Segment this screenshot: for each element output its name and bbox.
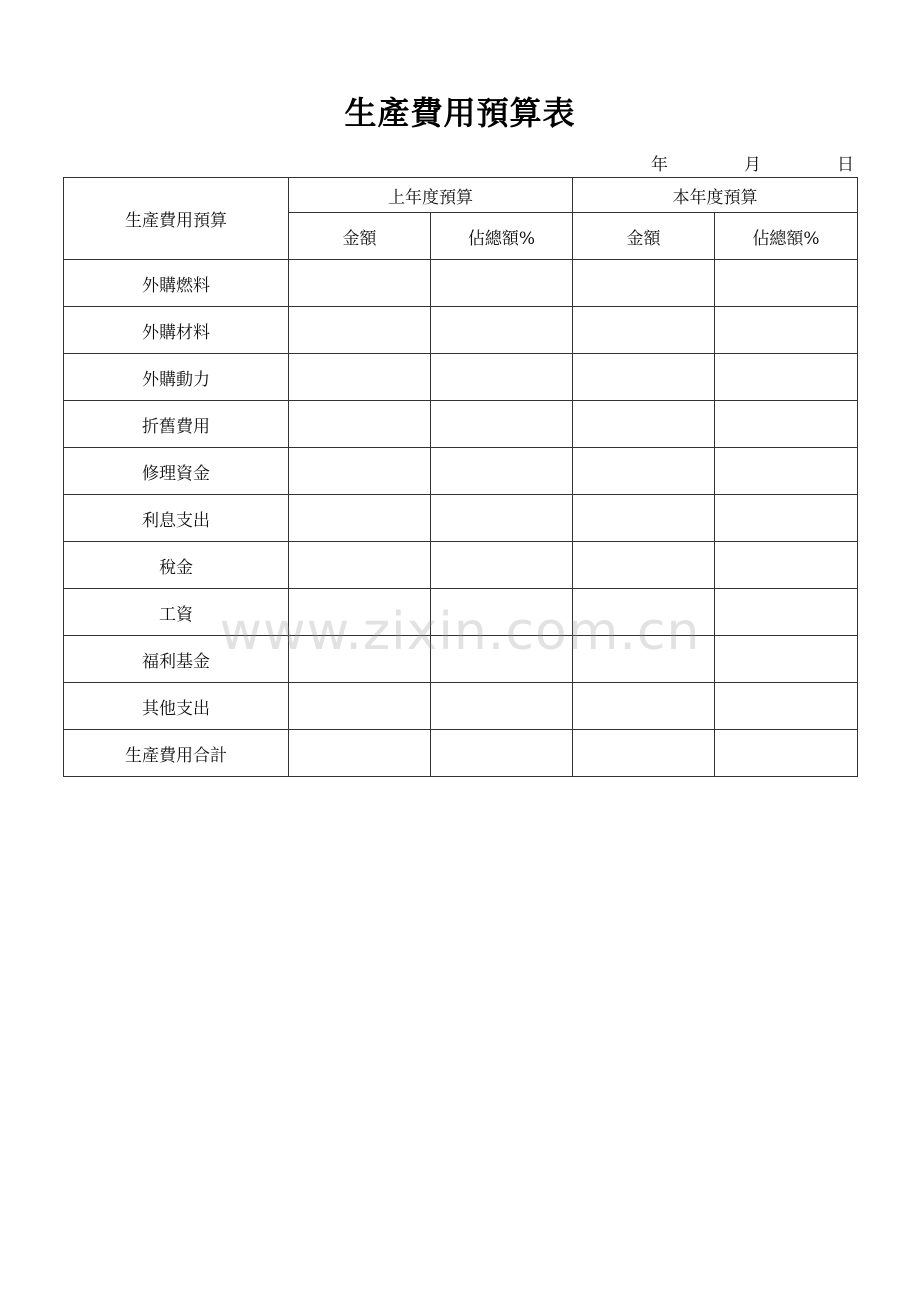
table-cell[interactable]: [573, 495, 715, 542]
table-row: [64, 589, 858, 636]
row-label: 外購動力: [64, 354, 289, 401]
date-month-label: 月: [744, 155, 761, 175]
table-cell[interactable]: [289, 260, 431, 307]
table-cell[interactable]: [431, 307, 573, 354]
table-cell[interactable]: [431, 542, 573, 589]
table-row: [64, 495, 858, 542]
table-cell[interactable]: [715, 401, 858, 448]
group-header-last-year: 上年度預算: [289, 178, 573, 213]
table-cell[interactable]: [289, 448, 431, 495]
table-row: [64, 636, 858, 683]
table-cell[interactable]: [289, 542, 431, 589]
table-cell[interactable]: [289, 495, 431, 542]
row-label: 生產費用合計: [64, 730, 289, 777]
column-header-percent-this-year: 佔總額%: [715, 213, 858, 260]
table-row-total: [64, 730, 858, 777]
column-header-amount-last-year: 金額: [289, 213, 431, 260]
table-cell[interactable]: [573, 542, 715, 589]
table-cell[interactable]: [431, 260, 573, 307]
table-row: [64, 354, 858, 401]
row-label: 工資: [64, 589, 289, 636]
table-cell[interactable]: [431, 354, 573, 401]
table-cell[interactable]: [289, 589, 431, 636]
table-cell[interactable]: [431, 448, 573, 495]
table-cell[interactable]: [573, 730, 715, 777]
table-cell[interactable]: [573, 354, 715, 401]
table-cell[interactable]: [573, 401, 715, 448]
watermark-text: www.zixin.com.cn: [219, 602, 701, 662]
table-cell[interactable]: [715, 495, 858, 542]
table-row: [64, 307, 858, 354]
table-cell[interactable]: [289, 683, 431, 730]
table-row: [64, 542, 858, 589]
table-cell[interactable]: [573, 260, 715, 307]
table-cell[interactable]: [715, 542, 858, 589]
table-cell[interactable]: [289, 354, 431, 401]
row-header-cell: 生產費用預算: [64, 178, 289, 260]
row-label: 稅金: [64, 542, 289, 589]
budget-table: [63, 177, 858, 777]
row-label: 外購燃料: [64, 260, 289, 307]
header-row-groups: [64, 178, 858, 213]
table-cell[interactable]: [573, 636, 715, 683]
row-label: 外購材料: [64, 307, 289, 354]
row-label: 修理資金: [64, 448, 289, 495]
table-cell[interactable]: [431, 636, 573, 683]
table-cell[interactable]: [289, 307, 431, 354]
row-label: 利息支出: [64, 495, 289, 542]
table-cell[interactable]: [431, 401, 573, 448]
date-year-label: 年: [651, 155, 668, 175]
table-row: [64, 401, 858, 448]
column-header-percent-last-year: 佔總額%: [431, 213, 573, 260]
row-label: 福利基金: [64, 636, 289, 683]
table-cell[interactable]: [715, 448, 858, 495]
table-row: [64, 260, 858, 307]
table-row: [64, 448, 858, 495]
table-cell[interactable]: [573, 589, 715, 636]
table-cell[interactable]: [715, 589, 858, 636]
row-label: 其他支出: [64, 683, 289, 730]
table-cell[interactable]: [715, 683, 858, 730]
table-cell[interactable]: [431, 683, 573, 730]
table-cell[interactable]: [715, 354, 858, 401]
table-cell[interactable]: [431, 495, 573, 542]
table-cell[interactable]: [715, 636, 858, 683]
table-cell[interactable]: [573, 683, 715, 730]
table-cell[interactable]: [573, 307, 715, 354]
table-cell[interactable]: [289, 636, 431, 683]
table-row: [64, 683, 858, 730]
column-header-amount-this-year: 金額: [573, 213, 715, 260]
group-header-this-year: 本年度預算: [573, 178, 858, 213]
table-cell[interactable]: [573, 448, 715, 495]
table-cell[interactable]: [289, 401, 431, 448]
page-title: 生產費用預算表: [344, 94, 576, 132]
date-day-label: 日: [837, 155, 854, 175]
table-cell[interactable]: [431, 730, 573, 777]
row-label: 折舊費用: [64, 401, 289, 448]
table-cell[interactable]: [289, 730, 431, 777]
table-cell[interactable]: [715, 307, 858, 354]
table-cell[interactable]: [715, 730, 858, 777]
date-line: [0, 150, 920, 174]
table-cell[interactable]: [431, 589, 573, 636]
table-cell[interactable]: [715, 260, 858, 307]
